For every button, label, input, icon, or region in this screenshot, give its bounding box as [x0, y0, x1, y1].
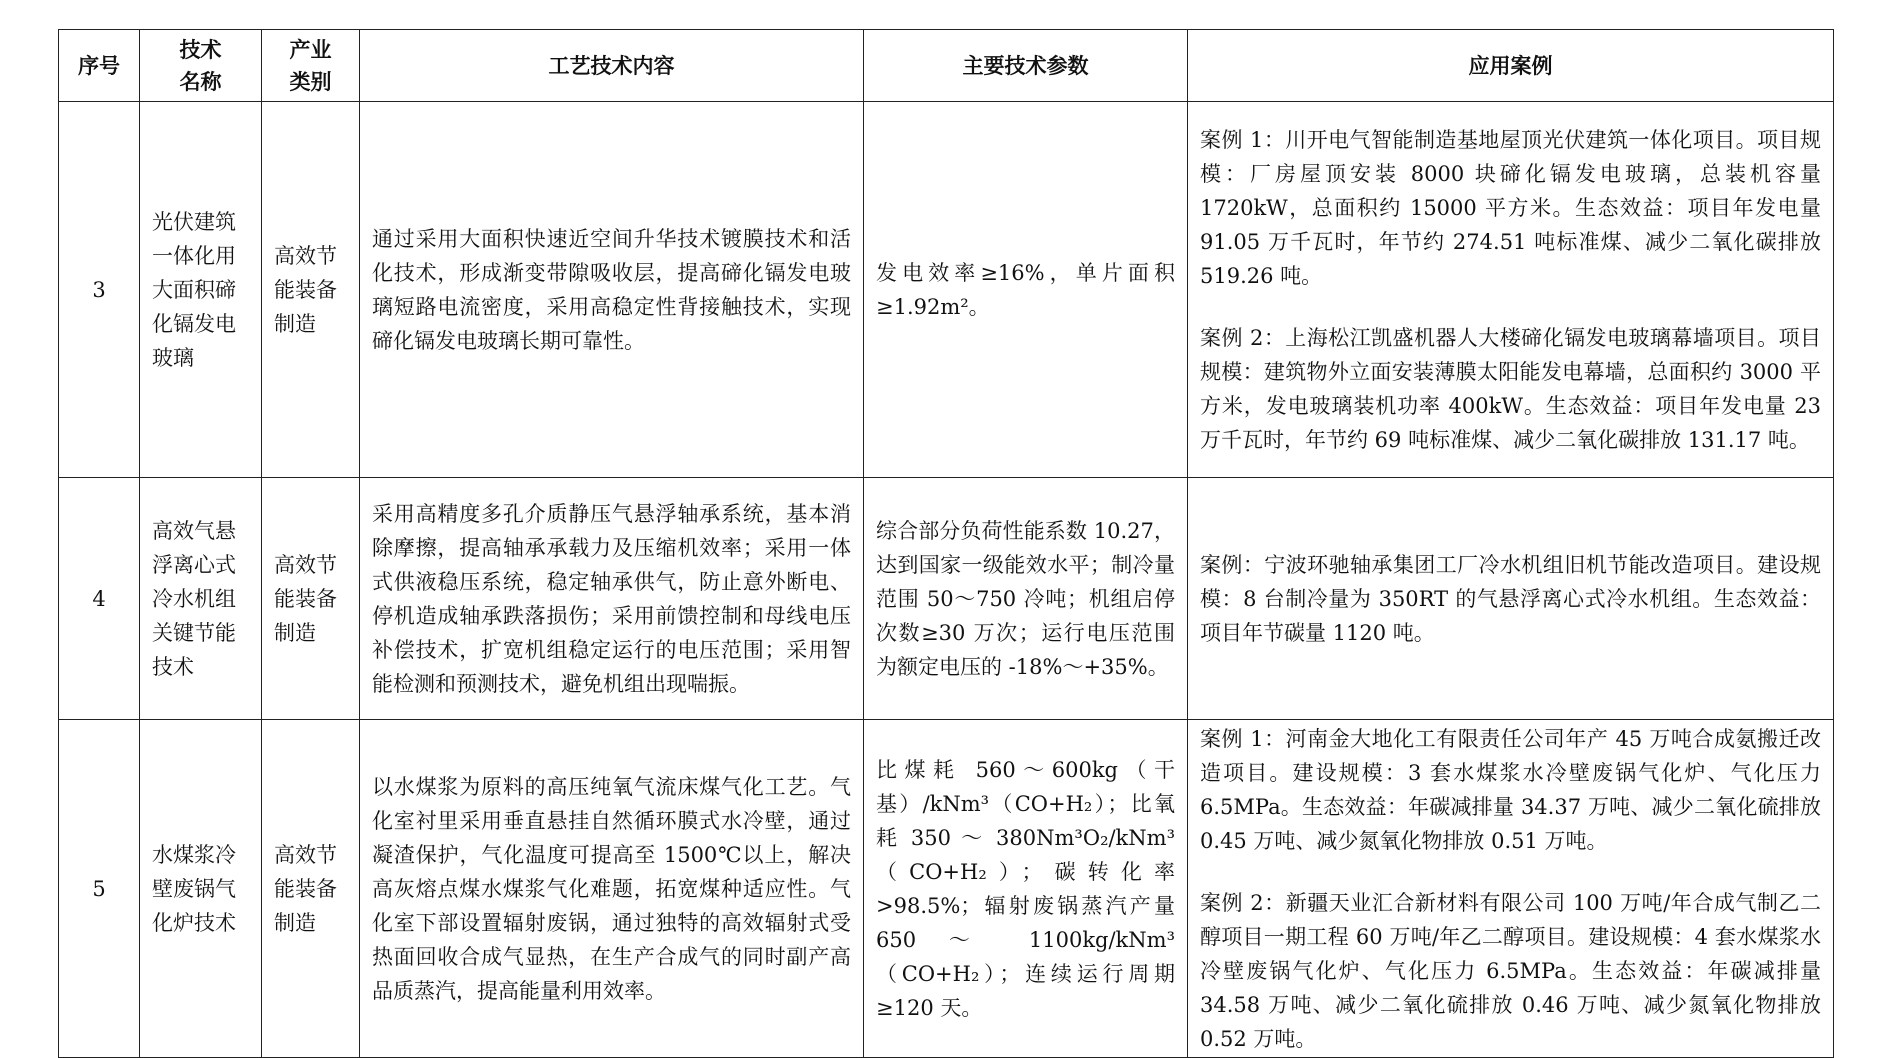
tech-name: 高效气悬 浮离心式 冷水机组 关键节能 技术: [140, 478, 262, 720]
process-content: 采用高精度多孔介质静压气悬浮轴承系统，基本消除摩擦，提高轴承承载力及压缩机效率；采用一体式供液稳压系统，稳定轴承供气，防止意外断电、停机造成轴承跌落损伤；采用前馈控制和母线电压补偿技术，扩宽机组稳定运行的电压范围；采用智能检测和预测技术，避免机组出现喘振。: [360, 478, 864, 720]
tech-params: 比煤耗 560～600kg（干基）/kNm³（CO+H₂）；比氧耗 350 ～ 380Nm³O₂/kNm³（CO+H₂）；碳转化率>98.5%；辐射废锅蒸汽产量 650 ～ 1100kg/kNm³（CO+H₂）；连续运行周期≥120 天。: [864, 720, 1188, 1058]
table-row: [59, 720, 1834, 1058]
table-row: [59, 102, 1834, 478]
header-params: 主要技术参数: [864, 30, 1188, 102]
header-no: 序号: [59, 30, 140, 102]
tech-params: 发电效率≥16%，单片面积≥1.92m²。: [864, 102, 1188, 478]
technology-table: [58, 29, 1834, 1058]
case-item: 案例 2：上海松江凯盛机器人大楼碲化镉发电玻璃幕墙项目。项目规模：建筑物外立面安装薄膜太阳能发电幕墙，总面积约 3000 平方米，发电玻璃装机功率 400kW。生态效益：项目年发电量 23 万千瓦时，年节约 69 吨标准煤、减少二氧化碳排放 131.17 吨。: [1200, 325, 1821, 452]
row-no: 5: [59, 720, 140, 1058]
application-cases: [1188, 720, 1834, 1058]
tech-category: 高效节 能装备 制造: [262, 720, 360, 1058]
tech-category: 高效节 能装备 制造: [262, 102, 360, 478]
row-no: 4: [59, 478, 140, 720]
tech-name: 光伏建筑 一体化用 大面积碲 化镉发电 玻璃: [140, 102, 262, 478]
application-cases: [1188, 478, 1834, 720]
process-content: 通过采用大面积快速近空间升华技术镀膜技术和活化技术，形成渐变带隙吸收层，提高碲化镉发电玻璃短路电流密度，采用高稳定性背接触技术，实现碲化镉发电玻璃长期可靠性。: [360, 102, 864, 478]
tech-name: 水煤浆冷 壁废锅气 化炉技术: [140, 720, 262, 1058]
header-process: 工艺技术内容: [360, 30, 864, 102]
tech-params: 综合部分负荷性能系数 10.27，达到国家一级能效水平；制冷量范围 50～750 冷吨；机组启停次数≥30 万次；运行电压范围为额定电压的 -18%～+35%。: [864, 478, 1188, 720]
case-item: 案例：宁波环驰轴承集团工厂冷水机组旧机节能改造项目。建设规模：8 台制冷量为 350RT 的气悬浮离心式冷水机组。生态效益：项目年节碳量 1120 吨。: [1200, 552, 1821, 645]
table-row: [59, 478, 1834, 720]
tech-category: 高效节 能装备 制造: [262, 478, 360, 720]
header-category: 产业 类别: [262, 30, 360, 102]
header-tech-name: 技术 名称: [140, 30, 262, 102]
process-content: 以水煤浆为原料的高压纯氧气流床煤气化工艺。气化室衬里采用垂直悬挂自然循环膜式水冷壁，通过凝渣保护，气化温度可提高至 1500℃以上，解决高灰熔点煤水煤浆气化难题，拓宽煤种适应性。气化室下部设置辐射废锅，通过独特的高效辐射式受热面回收合成气显热，在生产合成气的同时副产高品质蒸汽，提高能量利用效率。: [360, 720, 864, 1058]
header-row: [59, 30, 1834, 102]
case-item: 案例 1：河南金大地化工有限责任公司年产 45 万吨合成氨搬迁改造项目。建设规模：3 套水煤浆水冷壁废锅气化炉、气化压力 6.5MPa。生态效益：年碳减排量 34.37 万吨、减少二氧化硫排放 0.45 万吨、减少氮氧化物排放 0.51 万吨。: [1200, 726, 1821, 853]
row-no: 3: [59, 102, 140, 478]
case-item: 案例 2：新疆天业汇合新材料有限公司 100 万吨/年合成气制乙二醇项目一期工程 60 万吨/年乙二醇项目。建设规模：4 套水煤浆水冷壁废锅气化炉、气化压力 6.5MPa。生态效益：年碳减排量 34.58 万吨、减少二氧化硫排放 0.46 万吨、减少氮氧化物排放 0.52 万吨。: [1200, 890, 1821, 1051]
header-cases: 应用案例: [1188, 30, 1834, 102]
case-item: 案例 1：川开电气智能制造基地屋顶光伏建筑一体化项目。项目规模：厂房屋顶安装 8000 块碲化镉发电玻璃，总装机容量 1720kW，总面积约 15000 平方米。生态效益：项目年发电量 91.05 万千瓦时，年节约 274.51 吨标准煤、减少二氧化碳排放 519.26 吨。: [1200, 127, 1821, 288]
application-cases: [1188, 102, 1834, 478]
